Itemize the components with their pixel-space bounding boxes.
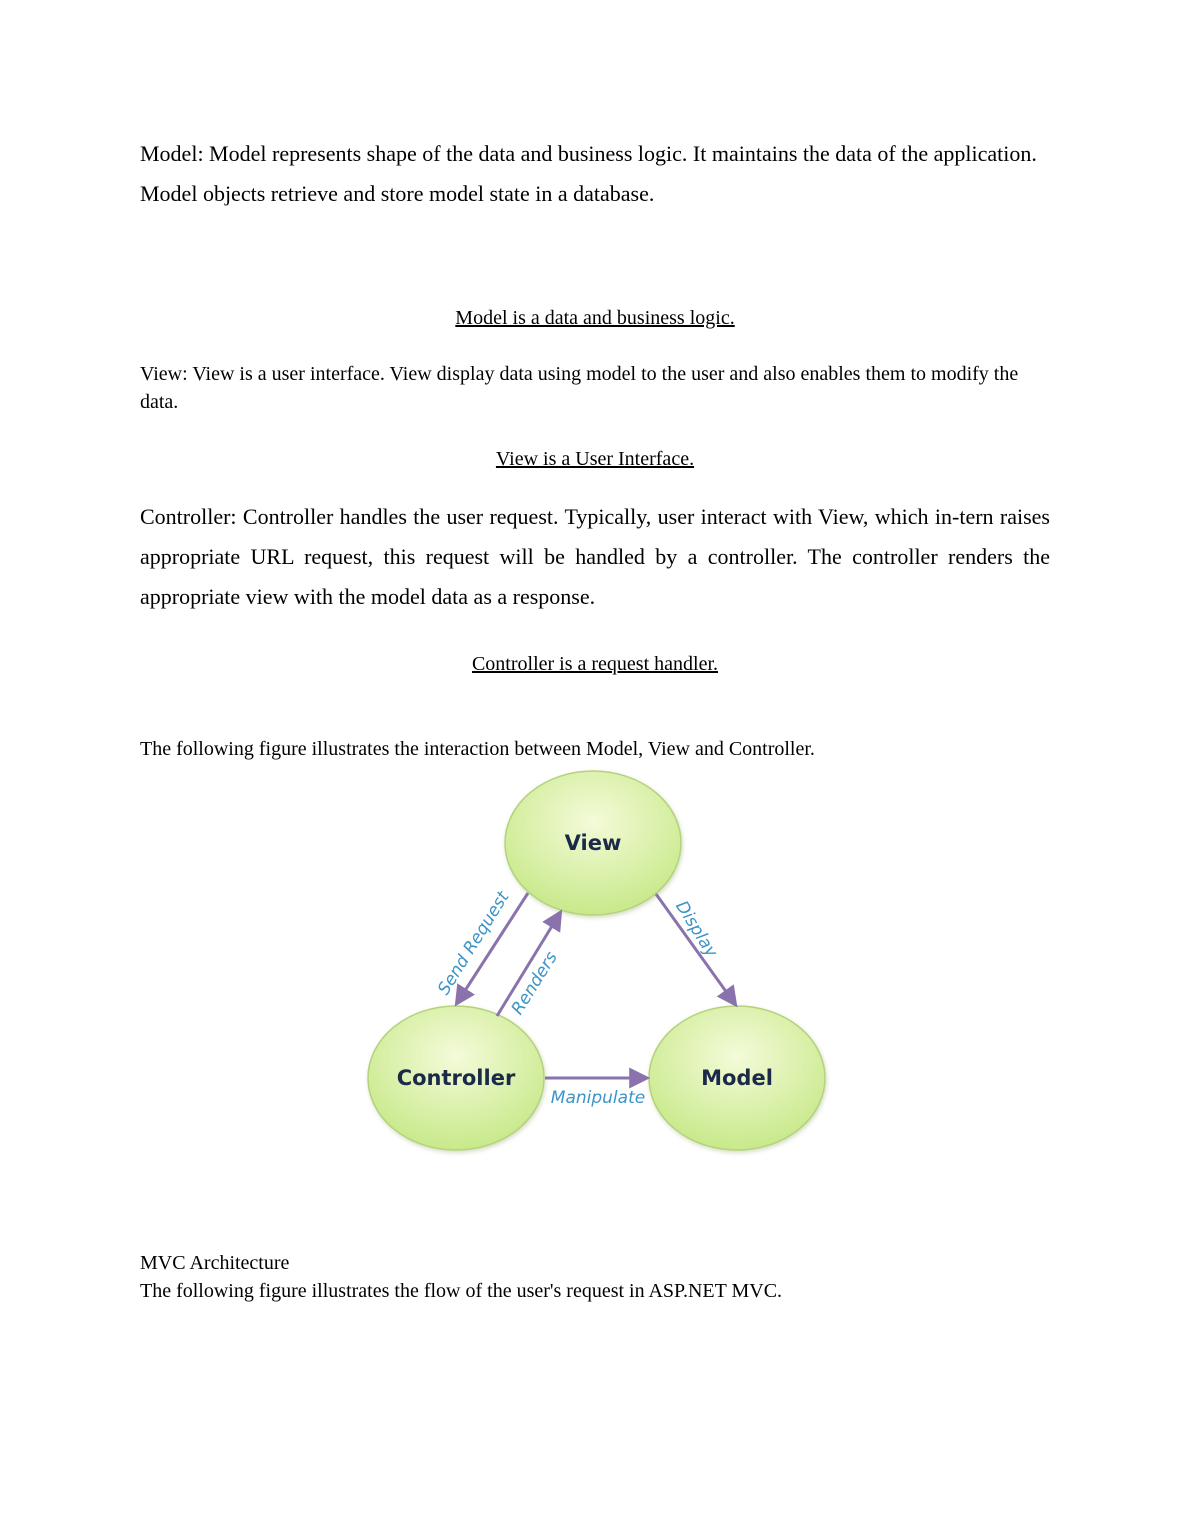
- model-node-label: Model: [701, 1066, 773, 1090]
- controller-node-label: Controller: [396, 1066, 516, 1090]
- architecture-heading: MVC Architecture: [140, 1252, 290, 1274]
- renders-label: Renders: [507, 948, 562, 1019]
- architecture-flow-text: The following figure illustrates the flow of the user's request in ASP.NET MVC.: [140, 1280, 783, 1302]
- controller-caption-text: Controller is a request handler.: [471, 653, 719, 675]
- manipulate-label: Manipulate: [550, 1088, 646, 1108]
- mvc-diagram: [360, 766, 832, 1158]
- mvc-diagram-svg: [360, 766, 832, 1158]
- display-label: Display: [671, 897, 722, 962]
- figure-intro-text: The following figure illustrates the interaction between Model, View and Controller.: [140, 738, 815, 760]
- view-paragraph: View: View is a user interface. View display data using model to the user and also enables them to modify the data.: [140, 363, 1019, 413]
- model-caption: [140, 304, 1050, 332]
- view-caption: [140, 445, 1050, 473]
- model-caption-text: Model is a data and business logic.: [455, 307, 735, 329]
- controller-paragraph: Controller: Controller handles the user request. Typically, user interact with View, which in-tern raises appropriate URL request, this request will be handled by a controller. The controller renders the appropriate view with the model data as a response.: [140, 504, 1050, 609]
- view-node-label: View: [564, 831, 622, 855]
- controller-caption: [140, 650, 1050, 678]
- send-request-label: Send Request: [434, 887, 514, 999]
- view-caption-text: View is a User Interface.: [495, 448, 695, 470]
- model-paragraph: Model: Model represents shape of the data and business logic. It maintains the data of the application. Model objects retrieve and store model state in a database.: [140, 141, 1037, 206]
